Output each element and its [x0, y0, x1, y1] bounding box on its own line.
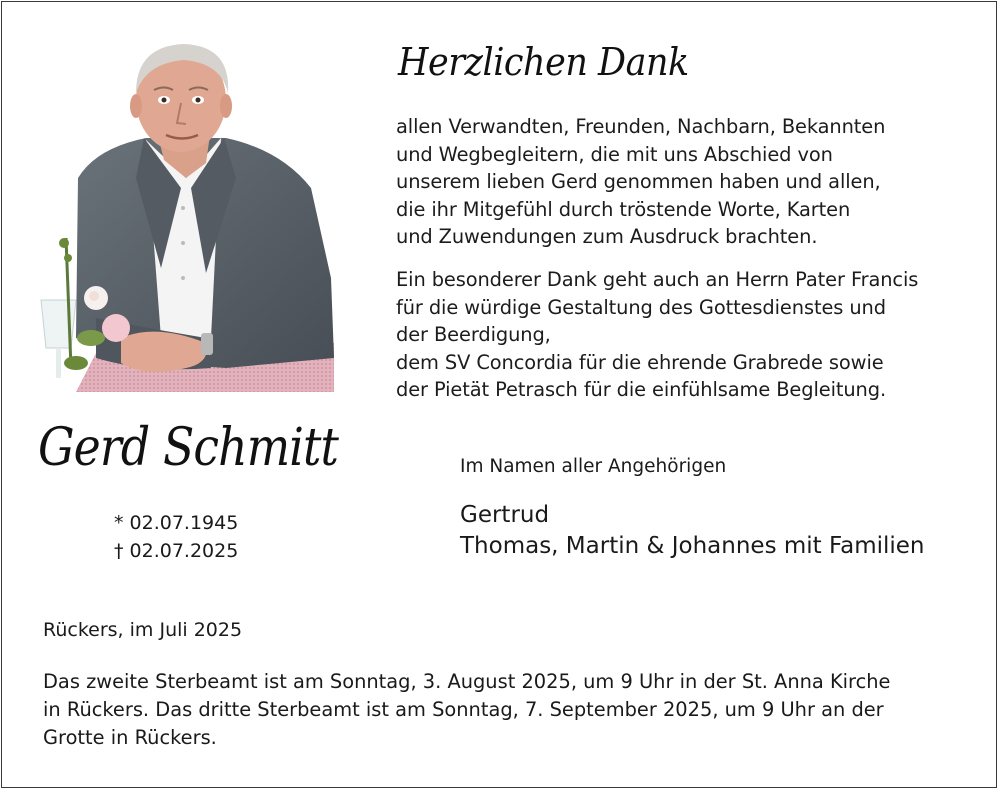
place-date: Rückers, im Juli 2025: [43, 619, 243, 641]
text-line: unserem lieben Gerd genommen haben und allen,: [396, 170, 881, 193]
signature-name: Thomas, Martin & Johannes mit Familien: [460, 533, 925, 559]
thanks-paragraph: [396, 113, 956, 251]
text-line: Grotte in Rückers.: [43, 726, 217, 749]
life-dates: [114, 509, 238, 565]
signature-names: [460, 500, 925, 562]
special-thanks-paragraph: [396, 266, 976, 404]
service-announcement: [43, 668, 890, 752]
deceased-name: Gerd Schmitt: [38, 418, 339, 478]
text-line: dem SV Concordia für die ehrende Grabrede sowie: [396, 350, 884, 374]
heading: Herzlichen Dank: [398, 40, 689, 84]
portrait-photo: [36, 38, 334, 392]
text-line: Ein besonderer Dank geht auch an Herrn Pater Francis: [396, 268, 919, 291]
text-line: die ihr Mitgefühl durch tröstende Worte, Karten: [396, 197, 851, 221]
text-line: und Wegbegleitern, die mit uns Abschied von: [396, 142, 833, 166]
text-line: in Rückers. Das dritte Sterbeamt ist am Sonntag, 7. September 2025, um 9 Uhr an der: [43, 698, 884, 721]
text-line: für die würdige Gestaltung des Gottesdienstes und: [396, 295, 886, 319]
birth-date: * 02.07.1945: [114, 512, 239, 534]
death-date: † 02.07.2025: [114, 540, 239, 562]
text-line: der Beerdigung,: [396, 323, 551, 346]
text-line: allen Verwandten, Freunden, Nachbarn, Bekannten: [396, 115, 886, 138]
text-line: Das zweite Sterbeamt ist am Sonntag, 3. August 2025, um 9 Uhr in der St. Anna Kirche: [43, 670, 891, 693]
text-line: der Pietät Petrasch für die einfühlsame Begleitung.: [396, 378, 887, 401]
signature-name: Gertrud: [460, 502, 550, 528]
signature-intro: Im Namen aller Angehörigen: [460, 456, 727, 477]
text-line: und Zuwendungen zum Ausdruck brachten.: [396, 225, 818, 248]
